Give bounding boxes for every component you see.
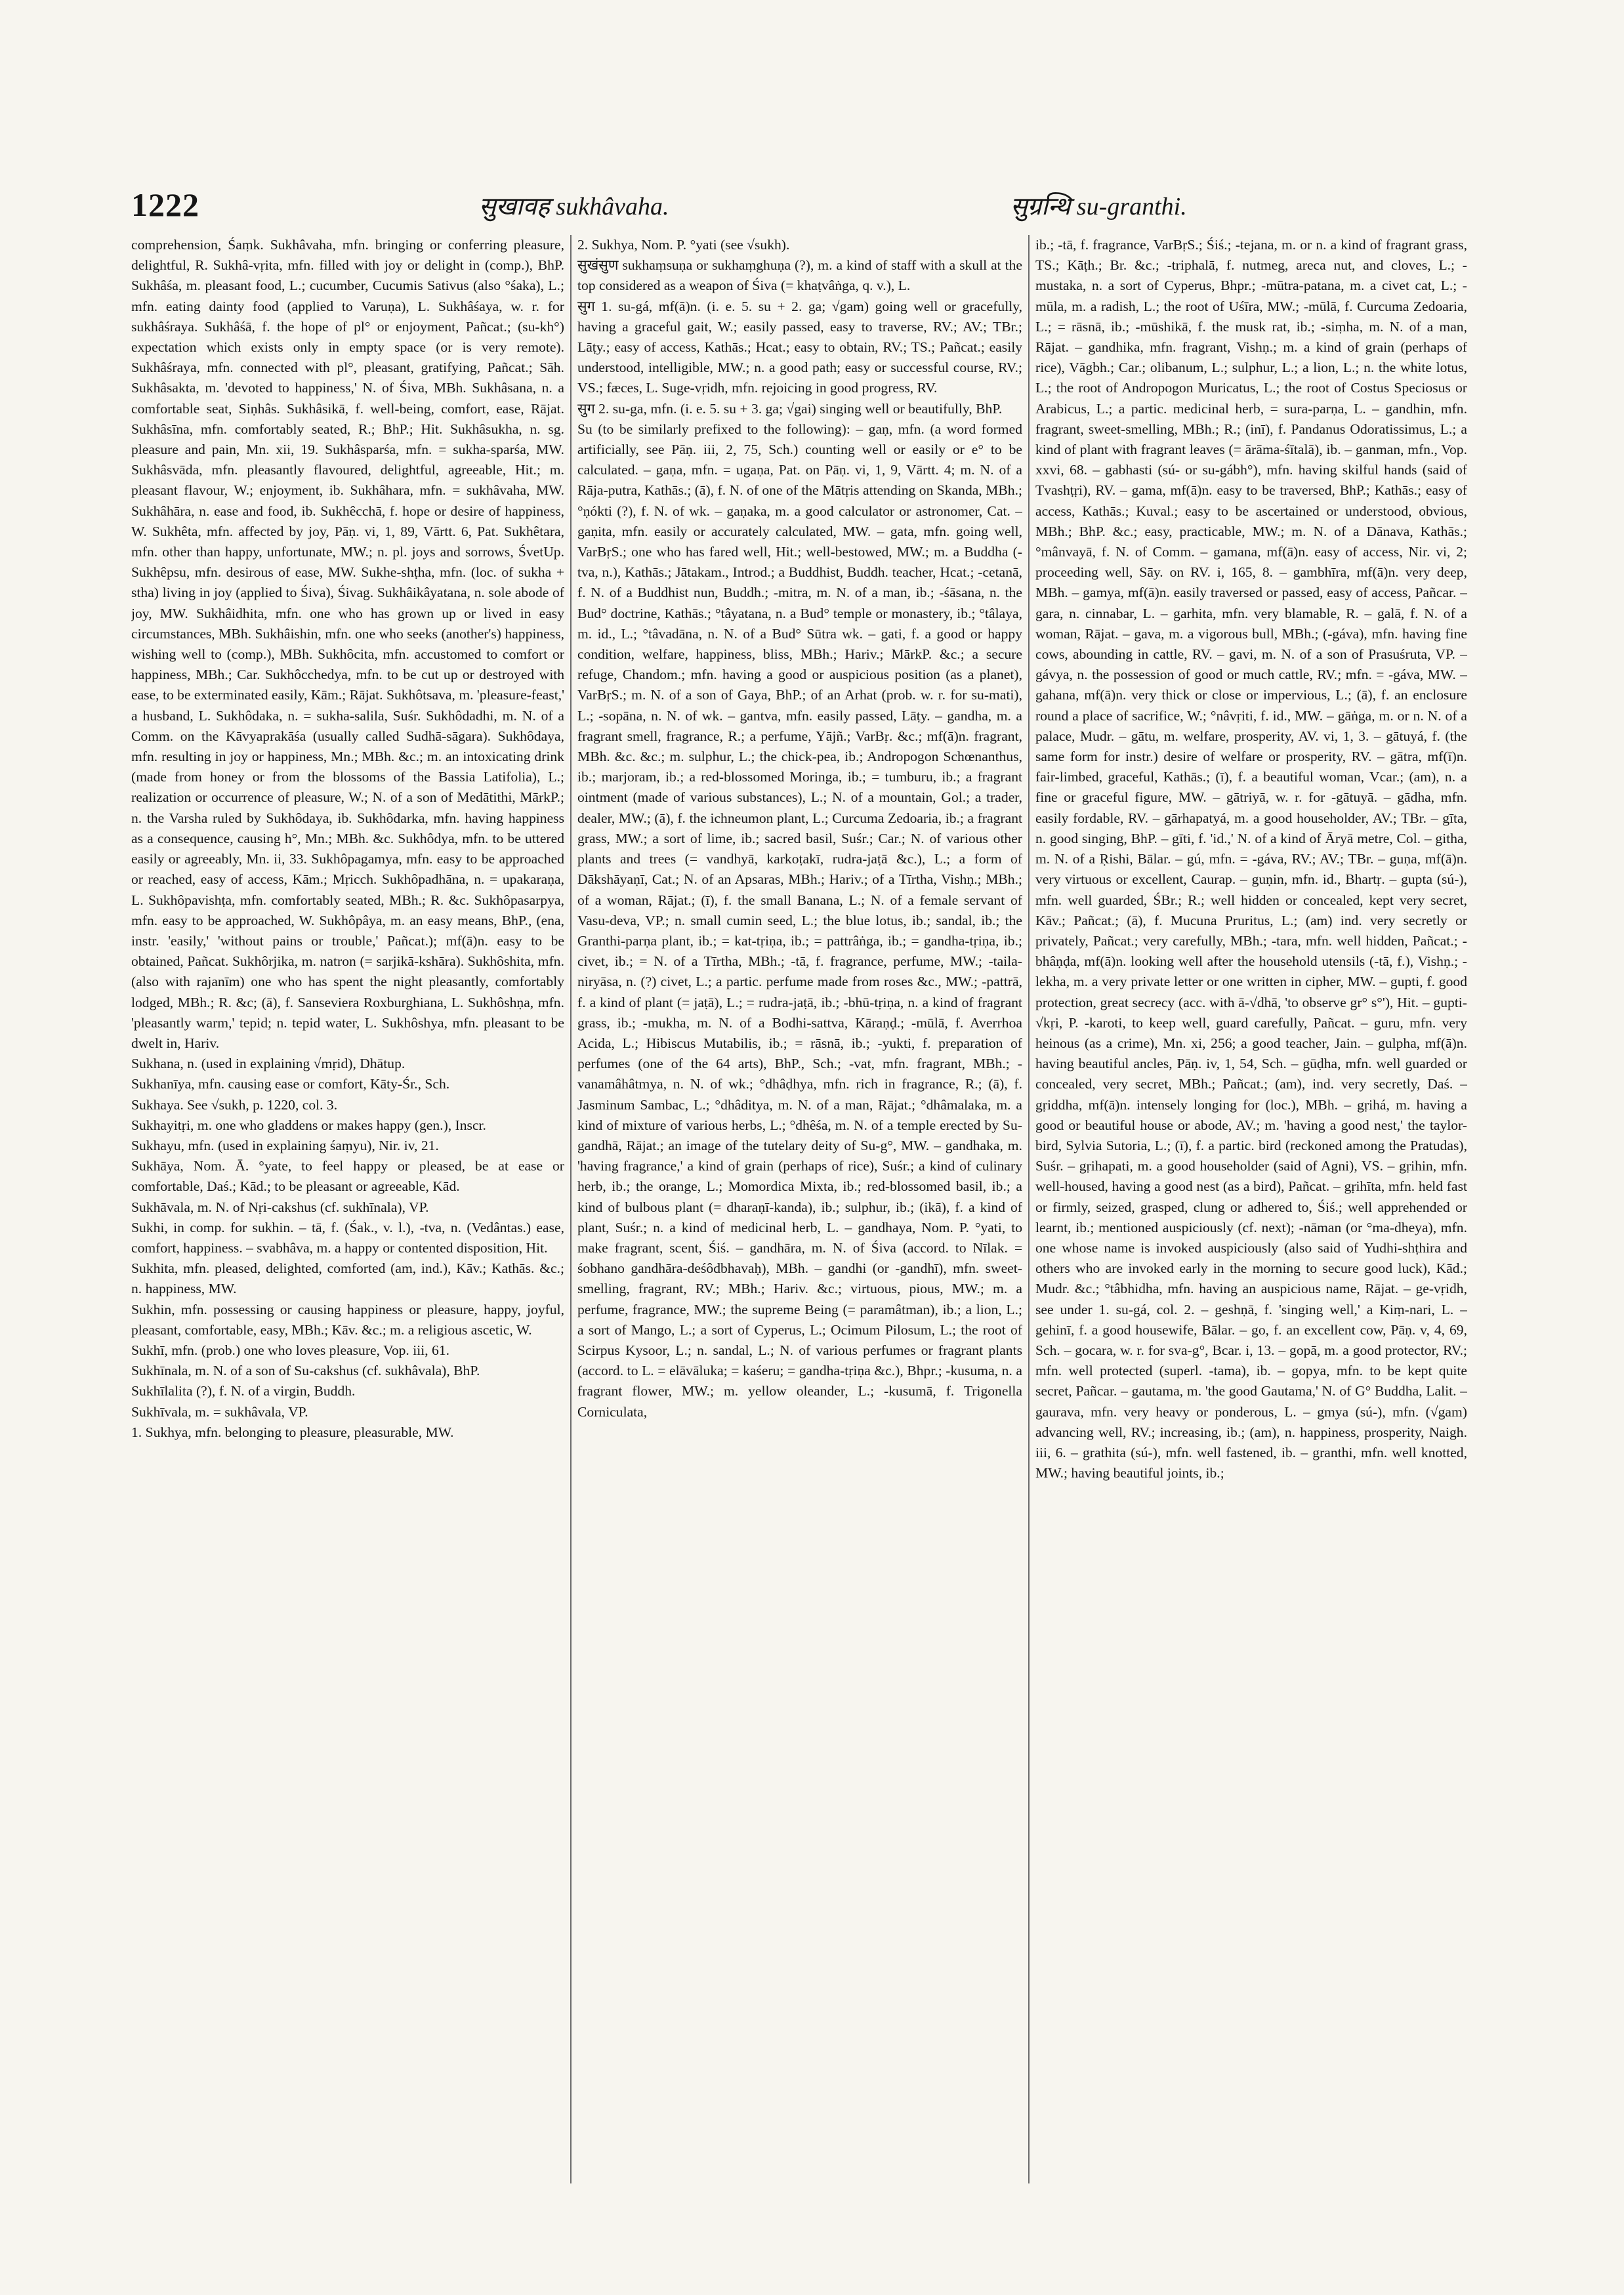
text-column-left <box>131 235 564 2256</box>
dictionary-entry: Sukhi, in comp. for sukhin. – tā, f. (Śak., v. l.), -tva, n. (Vedântas.) ease, comfort, happiness. – svabhâva, m. a happy or contented disposition, Hit. <box>131 1219 564 1256</box>
text-column-middle <box>577 235 1022 2256</box>
right-running-headword: सुग्रन्थि su-granthi. <box>1010 193 1187 220</box>
dictionary-entry: सुखंसुण sukhaṃsuṇa or sukhaṃghuṇa (?), m. a kind of staff with a skull at the top considered as a weapon of Śiva (= khaṭvâṅga, q. v.), L. <box>577 257 1022 294</box>
dictionary-entry: Sukhāvala, m. N. of Nṛi-cakshus (cf. sukhīnala), VP. <box>131 1199 429 1215</box>
column-divider <box>570 235 572 2183</box>
page-number: 1222 <box>131 186 199 223</box>
dictionary-entry: Sukhī, mfn. (prob.) one who loves pleasure, Vop. iii, 61. <box>131 1342 450 1358</box>
running-header <box>131 185 1437 224</box>
dictionary-entry: Sukhita, mfn. pleased, delighted, comforted (am, ind.), Kāv.; Kathās. &c.; n. happiness, MW. <box>131 1260 564 1297</box>
dictionary-entry: Sukhīvala, m. = sukhâvala, VP. <box>131 1403 308 1420</box>
dictionary-entry: Sukhīnala, m. N. of a son of Su-cakshus (cf. sukhâvala), BhP. <box>131 1363 480 1379</box>
dictionary-entry: ib.; -tā, f. fragrance, VarBṛS.; Śiś.; -tejana, m. or n. a kind of fragrant grass, TS.; Kāṭh.; Br. &c.; -triphalā, f. nutmeg, areca nut, and cloves, L.; -mustaka, n. a sort of Cyperus, Bhpr.; -mūtra-patana, m. a civet cat, L.; -mūla, m. a radish, L.; the root of Uśīra, MW.; -mūlā, f. Curcuma Zedoaria, L.; = rāsnā, ib.; -mūshikā, f. the musk rat, ib.; -siṃha, m. N. of a man, Rājat. – gandhika, mfn. fragrant, Vishṇ.; m. a kind of grain (perhaps of rice), Vāgbh.; Car.; olibanum, L.; sulphur, L.; a lion, L.; n. the white lotus, L.; the root of Andropogon Muricatus, L.; the root of Costus Speciosus or Arabicus, L.; a partic. medicinal herb, = sura-parṇa, L. – gandhin, mfn. fragrant, sweet-smelling, MBh.; R.; (inī), f. Pandanus Odoratissimus, L.; a kind of plant with fragrant leaves (= ārāma-śītalā), ib. – ganman, mfn., Vop. xxvi, 68. – gabhasti (sú- or su-gábh°), mfn. having skilful hands (said of Tvashṭṛi), RV. – gama, mf(ā)n. easy to be traversed, BhP.; Kathās.; easy of access, Kathās.; Kuval.; easy to be ascertained or understood, obvious, MBh.; BhP. &c.; easy, practicable, MW.; m. N. of a Dānava, Kathās.; °mânvayā, f. N. of Comm. – gamana, mf(ā)n. easy of access, Nir. vi, 2; proceeding well, Sāy. on RV. i, 165, 8. – gambhīra, mf(ā)n. very deep, MBh. – gamya, mf(ā)n. easily traversed or passed, easy of access, Pañcar. – gara, n. cinnabar, L. – garhita, mfn. very blamable, R. – galā, f. N. of a woman, Rājat. – gava, m. a vigorous bull, MBh.; (-gáva), mfn. having fine cows, abounding in cattle, RV. – gavi, m. N. of a son of Prasuśruta, VP. – gávya, n. the possession of good or much cattle, RV.; mfn. = -gáva, MW. – gahana, mf(ā)n. very thick or close or impervious, L.; (ā), f. an enclosure round a place of sacrifice, W.; °nâvṛiti, f. id., MW. – gāṅga, m. or n. N. of a palace, Mudr. – gātu, m. welfare, prosperity, AV. vi, 1, 3. – gātuyá, f. (the same form for instr.) desire of welfare or prosperity, RV. – gātra, mf(ī)n. fair-limbed, graceful, Kathās.; (ī), f. a beautiful woman, Vcar.; (am), n. a fine or graceful figure, MW. – gātriyā, w. r. for -gātuyā. – gādha, mfn. easily fordable, RV. – gārhapatyá, m. a good householder, AV.; TBr. – gīta, n. good singing, BhP. – gīti, f. 'id.,' N. of a kind of Āryā metre, Col. – githa, m. N. of a Ṛishi, Bālar. – gú, mfn. = -gáva, RV.; AV.; TBr. – guṇa, mf(ā)n. very virtuous or excellent, Caurap. – guṇin, mfn. id., Bhartṛ. – gupta (sú-), mfn. well guarded, ŚBr.; R.; well hidden or concealed, kept very secret, Kāv.; Pañcat.; (ā), f. Mucuna Pruritus, L.; (am) ind. very secretly or privately, Pañcat.; very carefully, MBh.; -tara, mfn. well hidden, Pañcat.; -bhâṇḍa, mf(ā)n. looking well after the household utensils (-tā, f.), Vishṇ.; -lekha, m. a very private letter or one written in cipher, MW. – gupti, f. good protection, great secrecy (acc. with ā-√dhā, 'to observe gr° s°'), Hit. – gupti-√kṛi, P. -karoti, to keep well, guard carefully, Pañcat. – guru, mfn. very heinous (as a crime), Mn. xi, 256; a good teacher, Jain. – gulpha, mf(ā)n. having beautiful ancles, Pāṇ. iv, 1, 54, Sch. – gūḍha, mfn. well guarded or concealed, very secret, MBh.; Pañcat.; (am), ind. very secretly, Daś. – gṛiddha, mf(ā)n. intensely longing for (loc.), MBh. – gṛihá, m. having a good or beautiful house or abode, AV.; m. 'having a good nest,' the taylor-bird, Sylvia Sutoria, L.; (ī), f. a partic. bird (reckoned among the Pratudas), Suśr. – gṛihapati, m. a good householder (said of Agni), VS. – gṛihin, mfn. well-housed, having a good nest (as a bird), Pañcat. – gṛihīta, mfn. held fast or firmly, seized, grasped, clung or adhered to, Śiś.; well apprehended or learnt, ib.; mentioned auspiciously (cf. next); -nāman (or °ma-dheya), mfn. one whose name is invoked auspiciously (also said of Yudhi-shṭhira and others who are invoked early in the morning to secure good luck), Kād.; Mudr. &c.; °tâbhidha, mfn. having an auspicious name, Rājat. – ge-vṛidh, see under 1. su-gá, col. 2. – geshṇā, f. 'singing well,' a Kiṃ-nari, L. – gehinī, f. a good housewife, Bālar. – go, f. an excellent cow, Pāṇ. v, 4, 69, Sch. – gocara, w. r. for sva-g°, Bcar. i, 13. – gopā, m. a good protector, RV.; mfn. well protected (superl. -tama), ib. – gopya, mfn. to be kept quite secret, Pañcar. – gautama, m. 'the good Gautama,' N. of G° Buddha, Lalit. – gaurava, mfn. very heavy or ponderous, L. – gmya (sú-), mfn. (√gam) advancing well, RV.; increasing, ib.; (am), n. happiness, prosperity, Naigh. iii, 6. – grathita (sú-), mfn. well fastened, ib. – granthi, mfn. well knotted, MW.; having beautiful joints, ib.; <box>1035 237 1467 1481</box>
dictionary-entry: 2. Sukhya, Nom. P. °yati (see √sukh). <box>577 237 790 253</box>
dictionary-entry: Sukhīlalita (?), f. N. of a virgin, Buddh. <box>131 1383 356 1399</box>
dictionary-entry: Sukhanīya, mfn. causing ease or comfort, Kāty-Śr., Sch. <box>131 1076 450 1092</box>
dictionary-entry: Sukhin, mfn. possessing or causing happiness or pleasure, happy, joyful, pleasant, comfortable, easy, MBh.; Kāv. &c.; m. a religious ascetic, W. <box>131 1301 564 1338</box>
left-running-headword: सुखावह sukhâvaha. <box>479 193 669 220</box>
dictionary-entry: सुग 2. su-ga, mfn. (i. e. 5. su + 3. ga; √gai) singing well or beautifully, BhP. <box>577 400 1003 417</box>
dictionary-entry: Sukhayitṛi, m. one who gladdens or makes happy (gen.), Inscr. <box>131 1117 486 1133</box>
dictionary-entry: Sukhayu, mfn. (used in explaining śaṃyu), Nir. iv, 21. <box>131 1137 439 1153</box>
dictionary-entry: Su (to be similarly prefixed to the following): – gaṇ, mfn. (a word formed artificially, see Pāṇ. iii, 2, 75, Sch.) counting well or easily or e° to be calculated. – gaṇa, mfn. = ugaṇa, Pat. on Pāṇ. vi, 1, 9, Vārtt. 4; m. N. of a Rāja-putra, Kathās.; (ā), f. N. of one of the Mātṛis attending on Skanda, MBh.; °ṇókti (?), f. N. of wk. – gaṇaka, m. a good calculator or astronomer, Cat. – gaṇita, mfn. easily or accurately calculated, MW. – gata, mfn. going well, VarBṛS.; one who has fared well, Hit.; well-bestowed, MW.; m. a Buddha (-tva, n.), Kathās.; Jātakam., Introd.; a Buddhist, Buddh. teacher, Hcat.; -cetanā, f. N. of a Buddhist nun, Buddh.; -mitra, m. N. of a man, ib.; -śāsana, n. the Bud° doctrine, Kathās.; °tâyatana, n. a Bud° temple or monastery, ib.; °tâlaya, m. id., L.; °tâvadāna, n. N. of a Bud° Sūtra wk. – gati, f. a good or happy condition, welfare, happiness, bliss, MBh.; Hariv.; MārkP. &c.; a secure refuge, Chandom.; mfn. having a good or auspicious position (as a planet), VarBṛS.; m. N. of a son of Gaya, BhP.; of an Arhat (prob. w. r. for su-mati), L.; -sopāna, n. N. of wk. – gantva, mfn. easily passed, Lāṭy. – gandha, m. a fragrant smell, fragrance, R.; a perfume, Yājñ.; VarBṛ. &c.; mf(ā)n. fragrant, MBh. &c. &c.; m. sulphur, L.; the chick-pea, ib.; Andropogon Schœnanthus, ib.; marjoram, ib.; a red-blossomed Moringa, ib.; = tumburu, ib.; a fragrant ointment (made of various substances), L.; N. of a mountain, Gol.; a trader, dealer, MW.; (ā), f. the ichneumon plant, L.; Curcuma Zedoaria, ib.; a fragrant grass, MW.; a sort of lime, ib.; sacred basil, Suśr.; Car.; N. of various other plants and trees (= vandhyā, karkoṭakī, rudra-jaṭā &c.), L.; a form of Dākshāyaṇī, Cat.; N. of an Apsaras, MBh.; Hariv.; of a Tīrtha, Vishṇ.; MBh.; of a woman, Rājat.; (ī), f. the small Banana, L.; N. of a female servant of Vasu-deva, VP.; n. small cumin seed, L.; the blue lotus, ib.; sandal, ib.; the Granthi-parṇa plant, ib.; = kat-tṛiṇa, ib.; = pattrâṅga, ib.; = gandha-tṛiṇa, ib.; civet, ib.; = N. of a Tīrtha, MBh.; -tā, f. fragrance, perfume, MW.; -taila-niryāsa, n. (?) civet, L.; a partic. perfume made from roses &c., MW.; -pattrā, f. a kind of plant (= jaṭā), L.; = rudra-jaṭā, ib.; -bhū-tṛiṇa, n. a kind of fragrant grass, ib.; -mukha, m. N. of a Bodhi-sattva, Kāraṇḍ.; -mūlā, f. Averrhoa Acida, L.; Hibiscus Mutabilis, ib.; = rāsnā, ib.; -yukti, f. preparation of perfumes (one of the 64 arts), BhP., Sch.; -vat, mfn. fragrant, MBh.; -vanamâhâtmya, n. N. of wk.; °dhâḍhya, mfn. rich in fragrance, R.; (ā), f. Jasminum Sambac, L.; °dhâditya, m. N. of a man, Rājat.; °dhâmalaka, m. a kind of mixture of various herbs, L.; °dhêśa, m. N. of a temple erected by Su-gandhā, Rājat.; an image of the tutelary deity of Su-g°, MW. – gandhaka, m. 'having fragrance,' a kind of grain (perhaps of rice), Suśr.; a kind of culinary herb, ib.; the orange, L.; Momordica Mixta, ib.; red-blossomed basil, ib.; a kind of bulbous plant (= dharaṇī-kanda), ib.; sulphur, ib.; (ikā), f. a kind of plant, Suśr.; n. a kind of medicinal herb, L. – gandhaya, Nom. P. °yati, to make fragrant, scent, Śiś. – gandhāra, m. N. of Śiva (accord. to Nīlak. = śobhano gandhāra-deśôdbhavaḥ), MBh. – gandhi (or -gandhī), mfn. sweet-smelling, fragrant, RV.; MBh.; Hariv. &c.; virtuous, pious, MW.; m. a perfume, fragrance, MW.; the supreme Being (= paramâtman), ib.; a lion, L.; a sort of Mango, L.; a sort of Cyperus, L.; Ocimum Pilosum, L.; the root of Scirpus Kysoor, L.; n. sandal, L.; N. of various perfumes or fragrant plants (accord. to L. = elāvāluka; = kaśeru; = gandha-tṛiṇa &c.), Bhpr.; -kusuma, n. a fragrant flower, MW.; m. yellow oleander, L.; -kusumā, f. Trigonella Corniculata, <box>577 421 1022 1420</box>
text-column-right <box>1035 235 1467 2256</box>
dictionary-entry: Sukhaya. See √sukh, p. 1220, col. 3. <box>131 1096 338 1113</box>
dictionary-entry: 1. Sukhya, mfn. belonging to pleasure, pleasurable, MW. <box>131 1424 454 1440</box>
dictionary-entry: Sukhana, n. (used in explaining √mṛid), Dhātup. <box>131 1056 406 1072</box>
dictionary-entry: Sukhāya, Nom. Ā. °yate, to feel happy or pleased, be at ease or comfortable, Daś.; Kād.; to be pleasant or agreeable, Kād. <box>131 1158 564 1195</box>
column-divider <box>1028 235 1030 2183</box>
dictionary-entry: सुग 1. su-gá, mf(ā)n. (i. e. 5. su + 2. ga; √gam) going well or gracefully, having a graceful gait, W.; easily passed, easy to traverse, RV.; AV.; TBr.; Lāṭy.; easy of access, Kathās.; Hcat.; easy to obtain, RV.; TS.; Pañcat.; easily understood, intelligible, MW.; n. a good path; easy or successful course, RV.; VS.; fæces, L. Suge-vṛidh, mfn. rejoicing in good progress, RV. <box>577 298 1022 396</box>
dictionary-entry: comprehension, Śaṃk. Sukhâvaha, mfn. bringing or conferring pleasure, delightful, R. Sukhâ-vṛita, mfn. filled with joy or delight in (comp.), BhP. Sukhâśa, m. pleasant food, L.; cucumber, Cucumis Sativus (also °śaka), L.; mfn. eating dainty food (applied to Varuṇa), L. Sukhâśaya, w. r. for sukhâśraya. Sukhâśā, f. the hope of pl° or enjoyment, Pañcat.; (su-kh°) expectation which exists only in empty space (or is very remote). Sukhâśraya, mfn. connected with pl°, pleasant, gratifying, Pañcat.; Sāh. Sukhâsakta, m. 'devoted to happiness,' N. of Śiva, MBh. Sukhâsana, n. a comfortable seat, Siṇhâs. Sukhâsikā, f. well-being, comfort, ease, Rājat. Sukhâsīna, mfn. comfortably seated, R.; BhP.; Hit. Sukhâsukha, n. sg. pleasure and pain, Mn. xii, 19. Sukhâsparśa, mfn. = sukha-sparśa, MW. Sukhâsvāda, mfn. pleasantly flavoured, delightful, agreeable, Hit.; m. pleasant flavour, W.; enjoyment, ib. Sukhâhara, mfn. = sukhâvaha, MW. Sukhâhāra, n. ease and food, ib. Sukhêcchā, f. hope or desire of happiness, W. Sukhêta, mfn. affected by joy, Pāṇ. vi, 1, 89, Vārtt. 6, Pat. Sukhêtara, mfn. other than happy, unfortunate, MW.; n. pl. joys and sorrows, ŚvetUp. Sukhêpsu, mfn. desirous of ease, MW. Sukhe-shṭha, mfn. (loc. of sukha + stha) living in joy (applied to Śiva), Śivag. Sukhâikâyatana, n. sole abode of joy, MW. Sukhâidhita, mfn. one who has grown up or lived in easy circumstances, MBh. Sukhâishin, mfn. one who seeks (another's) happiness, wishing well to (comp.), MBh. Sukhôcita, mfn. accustomed to comfort or happiness, MBh.; Car. Sukhôcchedya, mfn. to be cut up or destroyed with ease, to be exterminated easily, Kām.; Rājat. Sukhôtsava, m. 'pleasure-feast,' a husband, L. Sukhôdaka, n. = sukha-salila, Suśr. Sukhôdadhi, m. N. of a Comm. on the Kāvyaprakāśa (usually called Sudhā-sāgara). Sukhôdaya, mfn. resulting in joy or happiness, Mn.; MBh. &c.; m. an intoxicating drink (made from honey or from the blossoms of the Bassia Latifolia), L.; realization or occurrence of pleasure, W.; N. of a son of Medātithi, MārkP.; n. the Varsha ruled by Sukhôdaya, ib. Sukhôdarka, mfn. having happiness as a consequence, causing h°, Mn.; MBh. &c. Sukhôdya, mfn. to be uttered easily or agreeably, Mn. ii, 33. Sukhôpagamya, mfn. easy to be approached or reached, easy of access, Kām.; Mṛicch. Sukhôpadhāna, n. = upakaraṇa, L. Sukhôpavishṭa, mfn. comfortably seated, MBh.; R. &c. Sukhôpasarpya, mfn. easy to be approached, W. Sukhôpâya, m. an easy means, BhP., (ena, instr. 'easily,' 'without pains or trouble,' Pañcat.); mf(ā)n. easy to be obtained, Pañcat. Sukhôrjika, m. natron (= sarjikā-kshāra). Sukhôshita, mfn. (also with rajanīm) one who has spent the night pleasantly, comfortably lodged, MBh.; R. &c; (ā), f. Sanseviera Roxburghiana, L. Sukhôshṇa, mfn. 'pleasantly warm,' tepid; n. tepid water, L. Sukhôshya, mfn. pleasant to be dwelt in, Hariv. <box>131 237 564 1051</box>
